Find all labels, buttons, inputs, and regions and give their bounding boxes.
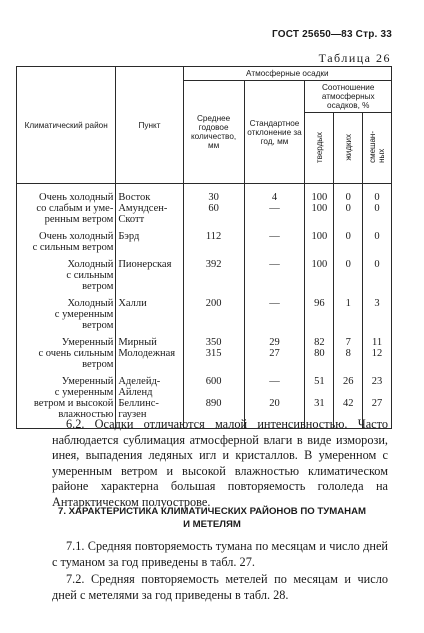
liquid-cell: 0 <box>334 225 363 253</box>
mean-cell: 392 <box>183 253 244 292</box>
mixed-cell: 0 <box>363 253 392 292</box>
paragraph-7-1: 7.1. Средняя повторяемость тумана по месяцам и число дней с туманом за год приведены в табл. 27. <box>52 539 388 569</box>
point-cell: Аделейд- Айленд Беллинс- гаузен <box>116 370 183 429</box>
region-cell: Очень холодный со слабым и уме- ренным ветром <box>17 184 116 226</box>
region-cell: Умеренный с очень сильным ветром <box>17 331 116 370</box>
mixed-cell: 0 <box>363 225 392 253</box>
table-row <box>17 184 392 226</box>
mean-cell: 30 60 <box>183 184 244 226</box>
mixed-cell: 3 <box>363 292 392 331</box>
point-cell: Халли <box>116 292 183 331</box>
header-point: Пункт <box>116 67 183 184</box>
header-std: Стандартное отклонение за год, мм <box>244 81 305 184</box>
paragraph-6-2: 6.2. Осадки отличаются малой интенсивностью. Часто наблюдается сублимация атмосферной влаги в виде изморози, инея, выпадения ледяных игл и кристаллов. В умеренном с умеренным ветром и высокой влажностью климатическом районе характерна большая повторяемость гололеда на Антарктическом полуострове. <box>52 417 388 509</box>
std-cell: — 20 <box>244 370 305 429</box>
region-cell: Умеренный с умеренным ветром и высокой влажностью <box>17 370 116 429</box>
climate-table <box>16 66 392 429</box>
std-cell: 4 — <box>244 184 305 226</box>
std-cell: 29 27 <box>244 331 305 370</box>
region-cell: Холодный с умеренным ветром <box>17 292 116 331</box>
header-mixed: смешан- ных <box>363 113 392 184</box>
liquid-cell: 26 42 <box>334 370 363 429</box>
header-region: Климатический район <box>17 67 116 184</box>
mixed-cell: 0 0 <box>363 184 392 226</box>
liquid-cell: 0 <box>334 253 363 292</box>
section-heading-7: 7. ХАРАКТЕРИСТИКА КЛИМАТИЧЕСКИХ РАЙОНОВ ПО ТУМАНАМ И МЕТЕЛЯМ <box>57 506 367 530</box>
solid-cell: 100 <box>305 253 334 292</box>
liquid-cell: 0 0 <box>334 184 363 226</box>
table-row <box>17 292 392 331</box>
region-cell: Очень холодный с сильным ветром <box>17 225 116 253</box>
header-ratio: Соотношение атмосферных осадков, % <box>305 81 392 113</box>
mixed-cell: 23 27 <box>363 370 392 429</box>
mean-cell: 600 890 <box>183 370 244 429</box>
point-cell: Мирный Молодежная <box>116 331 183 370</box>
table-row <box>17 331 392 370</box>
solid-cell: 100 100 <box>305 184 334 226</box>
liquid-cell: 1 <box>334 292 363 331</box>
page-header: ГОСТ 25650—83 Стр. 33 <box>272 29 392 40</box>
mean-cell: 200 <box>183 292 244 331</box>
std-cell: — <box>244 225 305 253</box>
mean-cell: 350 315 <box>183 331 244 370</box>
point-cell: Восток Амундсен- Скотт <box>116 184 183 226</box>
header-precip: Атмосферные осадки <box>183 67 391 81</box>
solid-cell: 96 <box>305 292 334 331</box>
header-mean: Среднее годовое количество, мм <box>183 81 244 184</box>
mean-cell: 112 <box>183 225 244 253</box>
header-solid: твердых <box>305 113 334 184</box>
std-cell: — <box>244 292 305 331</box>
liquid-cell: 7 8 <box>334 331 363 370</box>
region-cell: Холодный с сильным ветром <box>17 253 116 292</box>
mixed-cell: 11 12 <box>363 331 392 370</box>
table-row <box>17 225 392 253</box>
point-cell: Бэрд <box>116 225 183 253</box>
paragraph-7-2: 7.2. Средняя повторяемость метелей по месяцам и число дней с метелями за год приведены в табл. 28. <box>52 572 388 602</box>
solid-cell: 100 <box>305 225 334 253</box>
header-liquid: жидких <box>334 113 363 184</box>
solid-cell: 51 31 <box>305 370 334 429</box>
std-cell: — <box>244 253 305 292</box>
table-caption: Таблица 26 <box>318 51 391 65</box>
table-row <box>17 253 392 292</box>
solid-cell: 82 80 <box>305 331 334 370</box>
point-cell: Пионерская <box>116 253 183 292</box>
